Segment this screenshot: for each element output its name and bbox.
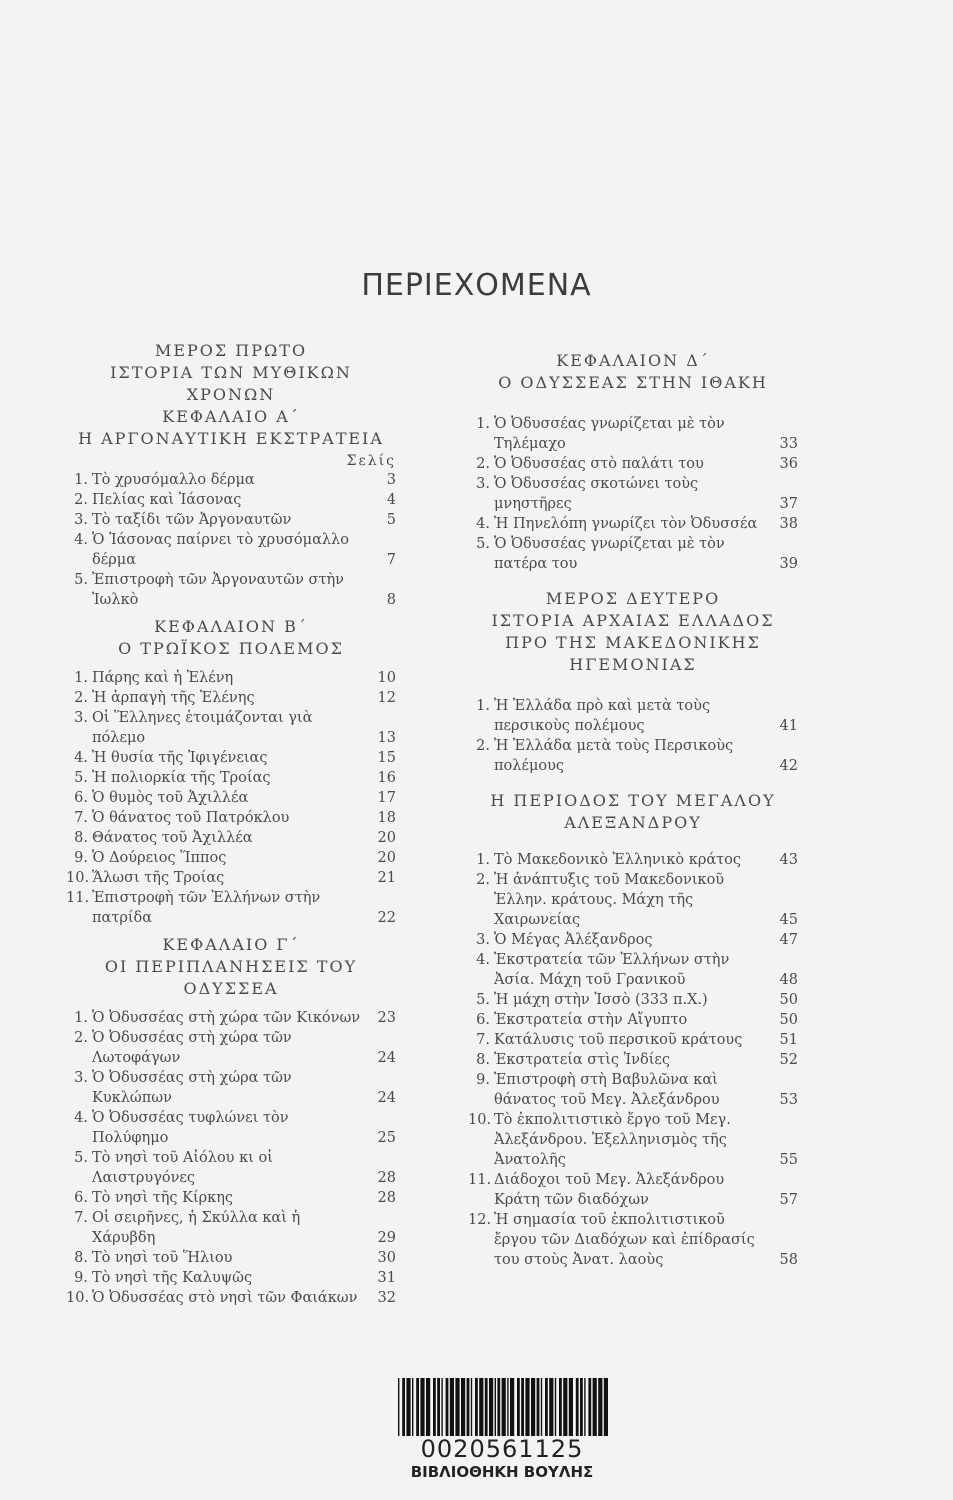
entry-page: 50 — [779, 1012, 798, 1028]
page-title: ΠΕΡΙΕΧΟΜΕΝΑ — [361, 268, 592, 303]
entry-title: Ὁ Δούρειος Ἵππος — [92, 850, 227, 866]
entry-page: 7 — [386, 552, 396, 568]
toc-entry — [66, 490, 396, 510]
entry-number: 7. — [74, 810, 88, 826]
toc-entry — [468, 474, 798, 514]
entry-number: 10. — [468, 1112, 492, 1128]
entry-page: 31 — [377, 1270, 396, 1286]
entry-title: Ἡ πολιορκία τῆς Τροίας — [92, 770, 271, 786]
barcode-bar — [521, 1378, 524, 1436]
entry-page: 21 — [377, 870, 396, 886]
entry-title: Ἐκστρατεία στὴν Αἴγυπτο — [494, 1012, 688, 1028]
barcode-bar — [426, 1378, 430, 1436]
barcode-bar — [517, 1378, 520, 1436]
entry-page: 30 — [377, 1250, 396, 1266]
chapter-title: Η ΑΡΓΟΝΑΥΤΙΚΗ ΕΚΣΤΡΑΤΕΙΑ — [78, 429, 384, 448]
chapter-title: Ο ΤΡΩΪΚΟΣ ΠΟΛΕΜΟΣ — [118, 639, 344, 658]
barcode-bar — [475, 1378, 478, 1436]
entry-title: Τὸ νησὶ τῆς Κίρκης — [92, 1190, 234, 1206]
barcode-bar — [479, 1378, 483, 1436]
toc-entry — [66, 510, 396, 530]
entry-number: 12. — [468, 1212, 492, 1228]
toc-entry — [66, 1288, 396, 1308]
entry-number: 2. — [74, 690, 88, 706]
entry-page: 28 — [377, 1190, 396, 1206]
entry-page: 39 — [779, 556, 798, 572]
toc-entry — [468, 1210, 798, 1270]
toc-entry — [468, 1030, 798, 1050]
right-column — [468, 340, 798, 1270]
toc-entry — [66, 530, 396, 570]
entry-number: 11. — [66, 890, 90, 906]
library-name: ΒΙΒΛΙΟΘΗΚΗ ΒΟΥΛΗΣ — [410, 1463, 594, 1481]
entry-number: 1. — [74, 472, 88, 488]
entry-number: 1. — [74, 670, 88, 686]
toc-entry — [66, 1188, 396, 1208]
page-column-label: Σελίς — [346, 453, 396, 469]
part-title: ΜΕΡΟΣ ΔΕΥΤΕΡΟ — [545, 589, 721, 608]
entry-number: 4. — [74, 1110, 88, 1126]
left-chapters — [66, 406, 396, 1308]
barcode-bar — [446, 1378, 449, 1436]
barcode-graphic — [396, 1378, 608, 1436]
barcode-bar — [545, 1378, 548, 1436]
toc-entry — [468, 990, 798, 1010]
toc-entry — [468, 1070, 798, 1110]
entry-page: 48 — [779, 972, 798, 988]
entry-title: Ὁ θάνατος τοῦ Πατρόκλου — [92, 810, 290, 826]
toc-entry — [66, 470, 396, 490]
entry-number: 7. — [476, 1032, 490, 1048]
entry-page: 4 — [386, 492, 396, 508]
toc-entry — [66, 828, 396, 848]
entry-number: 5. — [74, 1150, 88, 1166]
entry-number: 4. — [476, 516, 490, 532]
entry-page: 16 — [377, 770, 396, 786]
chapter-label: ΚΕΦΑΛΑΙΟ Γ΄ — [162, 935, 300, 954]
toc-entry — [66, 668, 396, 688]
entry-page: 24 — [377, 1090, 396, 1106]
toc-entry — [468, 1050, 798, 1070]
toc-entry — [66, 848, 396, 868]
entry-title: Πελίας καὶ Ἰάσονας — [92, 492, 242, 508]
toc-entry — [66, 1008, 396, 1028]
entry-title: Οἱ σειρῆνες, ἡ Σκύλλα καὶ ἡ Χάρυβδη — [92, 1210, 301, 1246]
left-column — [66, 340, 396, 1308]
chapter-d-items — [468, 414, 798, 574]
toc-entry — [66, 808, 396, 828]
barcode-bar — [450, 1378, 454, 1436]
entry-number: 8. — [476, 1052, 490, 1068]
entry-title: Ὁ Ὀδυσσέας γνωρίζεται μὲ τὸν Τηλέμαχο — [494, 416, 725, 452]
entry-page: 32 — [377, 1290, 396, 1306]
entry-title: Ἐπιστροφὴ τῶν Ἑλλήνων στὴν πατρίδα — [92, 890, 321, 926]
entry-title: Ὁ Ὀδυσσέας στὸ παλάτι του — [494, 456, 704, 472]
barcode-bar — [437, 1378, 440, 1436]
toc-entry — [66, 868, 396, 888]
entry-title: Διάδοχοι τοῦ Μεγ. Ἀλεξάνδρου Κράτη τῶν διαδόχων — [494, 1172, 725, 1208]
entry-page: 3 — [386, 472, 396, 488]
barcode-bar — [489, 1378, 493, 1436]
barcode-number: 0020561125 — [420, 1435, 584, 1463]
barcode-bar — [541, 1378, 542, 1436]
entry-title: Ἡ θυσία τῆς Ἰφιγένειας — [92, 750, 268, 766]
entry-page: 15 — [377, 750, 396, 766]
entry-page: 5 — [386, 512, 396, 528]
entry-number: 8. — [74, 830, 88, 846]
entry-title: Ἡ Ἑλλάδα μετὰ τοὺς Περσικοὺς πολέμους — [494, 738, 734, 774]
entry-number: 3. — [74, 710, 88, 726]
part-title: ΜΕΡΟΣ ΠΡΩΤΟ — [154, 341, 308, 360]
entry-page: 33 — [779, 436, 798, 452]
entry-title: Οἱ Ἕλληνες ἑτοιμάζονται γιὰ πόλεμο — [92, 710, 313, 746]
barcode-bar — [412, 1378, 413, 1436]
entry-title: Ἡ σημασία τοῦ ἐκπολιτιστικοῦ ἔργου τῶν Διαδόχων καὶ ἐπίδρασίς του στοὺς Ἀνατ. λαοὺς — [494, 1212, 755, 1268]
entry-title: Θάνατος τοῦ Ἀχιλλέα — [92, 830, 253, 846]
entry-title: Ὁ Μέγας Ἀλέξανδρος — [494, 932, 653, 948]
entry-number: 1. — [476, 416, 490, 432]
entry-page: 43 — [779, 852, 798, 868]
barcode-bar — [497, 1378, 500, 1436]
entry-page: 18 — [377, 810, 396, 826]
entry-title: Τὸ Μακεδονικὸ Ἑλληνικὸ κράτος — [494, 852, 742, 868]
entry-title: Ὁ θυμὸς τοῦ Ἀχιλλέα — [92, 790, 249, 806]
entry-number: 5. — [476, 536, 490, 552]
entry-title: Ὁ Ὀδυσσέας τυφλώνει τὸν Πολύφημο — [92, 1110, 289, 1146]
barcode-bar — [510, 1378, 514, 1436]
entry-page: 28 — [377, 1170, 396, 1186]
entry-title: Ἐκστρατεία στὶς Ἰνδίες — [494, 1052, 671, 1068]
entry-title: Πάρης καὶ ἡ Ἑλένη — [92, 670, 234, 686]
barcode-bar — [588, 1378, 591, 1436]
barcode-bar — [441, 1378, 442, 1436]
entry-number: 2. — [476, 872, 490, 888]
entry-number: 6. — [476, 1012, 490, 1028]
toc-entry — [468, 870, 798, 930]
chapter-title: Ο ΟΔΥΣΣΕΑΣ ΣΤΗΝ ΙΘΑΚΗ — [498, 373, 768, 392]
barcode-bar — [537, 1378, 540, 1436]
entry-number: 10. — [66, 870, 90, 886]
entry-title: Ὁ Ἰάσονας παίρνει τὸ χρυσόμαλλο δέρμα — [92, 532, 349, 568]
entry-title: Τὸ χρυσόμαλλο δέρμα — [92, 472, 255, 488]
entry-number: 5. — [74, 770, 88, 786]
barcode-bar — [559, 1378, 562, 1436]
entry-title: Ἡ Πηνελόπη γνωρίζει τὸν Ὀδυσσέα — [494, 516, 758, 532]
toc-entry — [66, 1208, 396, 1248]
barcode-bar — [467, 1378, 470, 1436]
alexander-items — [468, 850, 798, 1270]
toc-entry — [66, 1248, 396, 1268]
chapter-label: ΚΕΦΑΛΑΙΟ Α΄ — [162, 407, 300, 426]
entry-number: 2. — [74, 1030, 88, 1046]
barcode-bar — [555, 1378, 556, 1436]
entry-title: Ἡ ἁρπαγὴ τῆς Ἑλένης — [92, 690, 255, 706]
part-subtitle: ΙΣΤΟΡΙΑ ΤΩΝ ΜΥΘΙΚΩΝ ΧΡΟΝΩΝ — [110, 363, 352, 404]
entry-title: Τὸ ταξίδι τῶν Ἀργοναυτῶν — [92, 512, 292, 528]
entry-page: 55 — [779, 1152, 798, 1168]
toc-entry — [66, 1028, 396, 1068]
entry-page: 36 — [779, 456, 798, 472]
entry-title: Τὸ νησὶ τῆς Καλυψῶς — [92, 1270, 253, 1286]
toc-entry — [468, 850, 798, 870]
barcode-bar — [593, 1378, 597, 1436]
entry-title: Τὸ ἐκπολιτιστικὸ ἔργο τοῦ Μεγ. Ἀλεξάνδρου. Ἐξελληνισμὸς τῆς Ἀνατολῆς — [494, 1112, 731, 1168]
entry-number: 6. — [74, 1190, 88, 1206]
entry-title: Ἡ Ἑλλάδα πρὸ καὶ μετὰ τοὺς περσικοὺς πολέμους — [494, 698, 711, 734]
toc-entry — [468, 454, 798, 474]
toc-entry — [468, 414, 798, 454]
entry-page: 38 — [779, 516, 798, 532]
toc-entry — [66, 1268, 396, 1288]
entry-title: Τὸ νησὶ τοῦ Αἰόλου κι οἱ Λαιστρυγόνες — [92, 1150, 273, 1186]
barcode-bar — [416, 1378, 419, 1436]
entry-page: 47 — [779, 932, 798, 948]
library-barcode — [392, 1378, 612, 1482]
entry-title: Ἡ μάχη στὴν Ἰσσὸ (333 π.Χ.) — [494, 992, 708, 1008]
entry-number: 11. — [468, 1172, 492, 1188]
entry-page: 23 — [377, 1010, 396, 1026]
entry-page: 20 — [377, 850, 396, 866]
barcode-bar — [598, 1378, 602, 1436]
entry-page: 13 — [377, 730, 396, 746]
toc-entry — [468, 930, 798, 950]
entry-number: 7. — [74, 1210, 88, 1226]
entry-page: 8 — [386, 592, 396, 608]
toc-entry — [468, 534, 798, 574]
entry-page: 52 — [779, 1052, 798, 1068]
part-subtitle: ΙΣΤΟΡΙΑ ΑΡΧΑΙΑΣ ΕΛΛΑΔΟΣ ΠΡΟ ΤΗΣ ΜΑΚΕΔΟΝΙΚΗΣ ΗΓΕΜΟΝΙΑΣ — [491, 611, 775, 674]
barcode-bar — [531, 1378, 535, 1436]
entry-number: 4. — [74, 750, 88, 766]
chapter-label: ΚΕΦΑΛΑΙΟΝ Δ΄ — [556, 351, 710, 370]
entry-page: 25 — [377, 1130, 396, 1146]
entry-page: 51 — [779, 1032, 798, 1048]
barcode-bar — [398, 1378, 399, 1436]
entry-title: Ὁ Ὀδυσσέας γνωρίζεται μὲ τὸν πατέρα του — [494, 536, 725, 572]
toc-entry — [66, 788, 396, 808]
toc-entry — [468, 1110, 798, 1170]
toc-entry — [66, 688, 396, 708]
entry-number: 8. — [74, 1250, 88, 1266]
entry-title: Ἐπιστροφὴ στὴ Βαβυλῶνα καὶ θάνατος τοῦ Μεγ. Ἀλεξάνδρου — [494, 1072, 720, 1108]
entry-title: Ὁ Ὀδυσσέας στὴ χώρα τῶν Κικόνων — [92, 1010, 361, 1026]
barcode-bar — [406, 1378, 410, 1436]
entry-page: 22 — [377, 910, 396, 926]
entry-number: 2. — [74, 492, 88, 508]
toc-entry — [66, 888, 396, 928]
entry-title: Ἐκστρατεία τῶν Ἑλλήνων στὴν Ἀσία. Μάχη τοῦ Γρανικοῦ — [494, 952, 730, 988]
barcode-bar — [549, 1378, 553, 1436]
entry-page: 29 — [377, 1230, 396, 1246]
barcode-bar — [455, 1378, 459, 1436]
entry-page: 58 — [779, 1252, 798, 1268]
entry-title: Κατάλυσις τοῦ περσικοῦ κράτους — [494, 1032, 743, 1048]
chapter-title: ΟΙ ΠΕΡΙΠΛΑΝΗΣΕΙΣ ΤΟΥ ΟΔΥΣΣΕΑ — [104, 957, 358, 998]
barcode-bar — [433, 1378, 436, 1436]
barcode-bar — [576, 1378, 579, 1436]
entry-title: Ὁ Ὀδυσσέας σκοτώνει τοὺς μνηστῆρες — [494, 476, 699, 512]
entry-number: 9. — [476, 1072, 490, 1088]
entry-number: 3. — [476, 476, 490, 492]
barcode-bar — [471, 1378, 472, 1436]
barcode-bar — [584, 1378, 585, 1436]
entry-number: 2. — [476, 738, 490, 754]
entry-title: Ἐπιστροφὴ τῶν Ἀργοναυτῶν στὴν Ἰωλκὸ — [92, 572, 344, 608]
entry-page: 53 — [779, 1092, 798, 1108]
entry-number: 3. — [74, 512, 88, 528]
entry-number: 1. — [476, 698, 490, 714]
entry-number: 5. — [74, 572, 88, 588]
barcode-bar — [507, 1378, 508, 1436]
barcode-bar — [502, 1378, 506, 1436]
toc-entry — [468, 1170, 798, 1210]
entry-page: 41 — [779, 718, 798, 734]
entry-number: 1. — [74, 1010, 88, 1026]
barcode-bar — [402, 1378, 405, 1436]
entry-number: 6. — [74, 790, 88, 806]
toc-entry — [468, 514, 798, 534]
entry-page: 57 — [779, 1192, 798, 1208]
barcode-bar — [485, 1378, 488, 1436]
entry-page: 37 — [779, 496, 798, 512]
toc-entry — [66, 1148, 396, 1188]
entry-page: 12 — [377, 690, 396, 706]
barcode-bar — [495, 1378, 496, 1436]
entry-number: 4. — [476, 952, 490, 968]
entry-page: 50 — [779, 992, 798, 1008]
entry-title: Τὸ νησὶ τοῦ Ἥλιου — [92, 1250, 233, 1266]
entry-title: Ὁ Ὀδυσσέας στὴ χώρα τῶν Λωτοφάγων — [92, 1030, 292, 1066]
toc-entry — [66, 708, 396, 748]
entry-number: 3. — [74, 1070, 88, 1086]
barcode-bar — [563, 1378, 567, 1436]
entry-number: 2. — [476, 456, 490, 472]
barcode-bar — [420, 1378, 424, 1436]
toc-entry — [468, 696, 798, 736]
part2-items — [468, 696, 798, 776]
entry-page: 45 — [779, 912, 798, 928]
entry-number: 9. — [74, 850, 88, 866]
toc-entry — [66, 570, 396, 610]
entry-number: 4. — [74, 532, 88, 548]
toc-entry — [468, 950, 798, 990]
chapter-title: Η ΠΕΡΙΟΔΟΣ ΤΟΥ ΜΕΓΑΛΟΥ ΑΛΕΞΑΝΔΡΟΥ — [490, 791, 776, 832]
entry-number: 1. — [476, 852, 490, 868]
entry-title: Ὁ Ὀδυσσέας στὸ νησὶ τῶν Φαιάκων — [92, 1290, 358, 1306]
entry-number: 3. — [476, 932, 490, 948]
entry-page: 20 — [377, 830, 396, 846]
entry-page: 10 — [377, 670, 396, 686]
toc-entry — [66, 1068, 396, 1108]
entry-page: 42 — [779, 758, 798, 774]
barcode-bar — [461, 1378, 465, 1436]
entry-title: Ὁ Ὀδυσσέας στὴ χώρα τῶν Κυκλώπων — [92, 1070, 292, 1106]
entry-title: Ἡ ἀνάπτυξις τοῦ Μακεδονικοῦ Ἑλλην. κράτους. Μάχη τῆς Χαιρωνείας — [494, 872, 725, 928]
barcode-bar — [604, 1378, 608, 1436]
barcode-bar — [525, 1378, 529, 1436]
toc-entry — [66, 1108, 396, 1148]
entry-number: 10. — [66, 1290, 90, 1306]
entry-title: Ἅλωσι τῆς Τροίας — [92, 870, 225, 886]
toc-entry — [468, 736, 798, 776]
toc-entry — [66, 748, 396, 768]
entry-page: 17 — [377, 790, 396, 806]
entry-page: 24 — [377, 1050, 396, 1066]
toc-entry — [66, 768, 396, 788]
barcode-bar — [580, 1378, 583, 1436]
barcode-bar — [569, 1378, 573, 1436]
entry-number: 5. — [476, 992, 490, 1008]
entry-number: 9. — [74, 1270, 88, 1286]
toc-entry — [468, 1010, 798, 1030]
chapter-label: ΚΕΦΑΛΑΙΟΝ Β΄ — [154, 617, 308, 636]
